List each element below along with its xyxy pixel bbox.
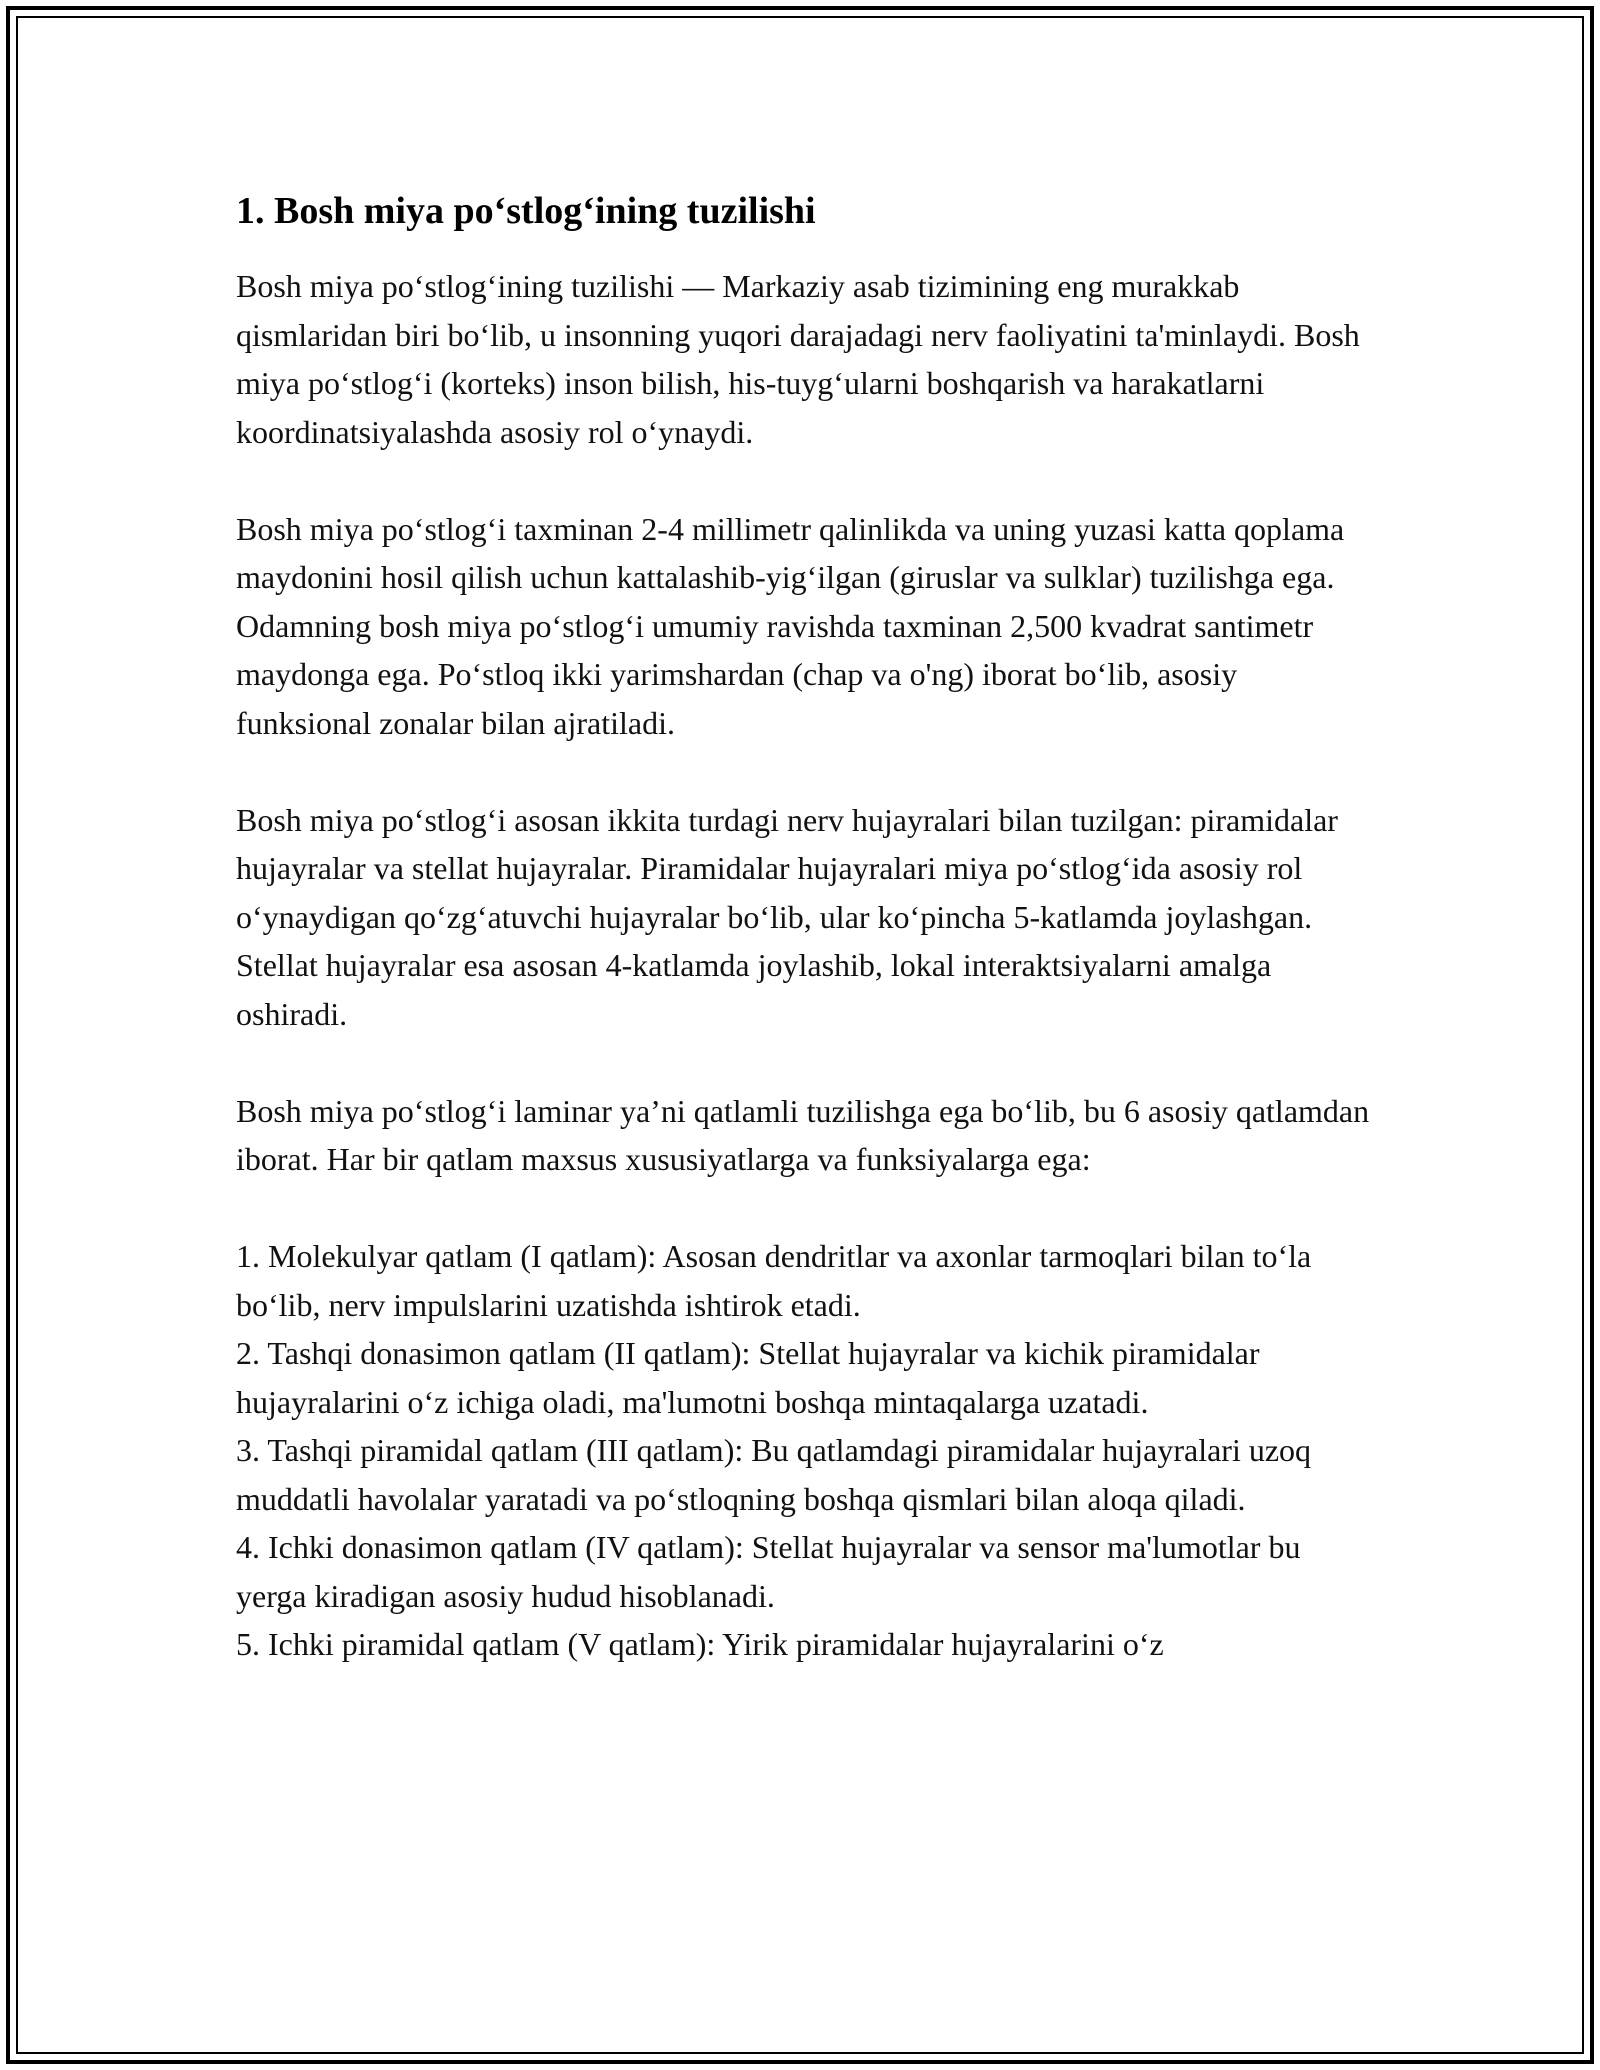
list-item: 2. Tashqi donasimon qatlam (II qatlam): Stellat hujayralar va kichik piramidalar hujayralarini o‘z ichiga oladi, ma'lumotni boshqa mintaqalarga uzatadi.: [236, 1335, 1260, 1420]
list-item: 1. Molekulyar qatlam (I qatlam): Asosan dendritlar va axonlar tarmoqlari bilan to‘la bo‘lib, nerv impulslarini uzatishda ishtirok etadi.: [236, 1238, 1312, 1323]
list-item: 4. Ichki donasimon qatlam (IV qatlam): Stellat hujayralar va sensor ma'lumotlar bu yerga kiradigan asosiy hudud hisoblanadi.: [236, 1529, 1301, 1614]
paragraph-cell-types: Bosh miya po‘stlog‘i asosan ikkita turdagi nerv hujayralari bilan tuzilgan: piramidalar hujayralar va stellat hujayralar. Piramidalar hujayralari miya po‘stlog‘ida asosiy rol o‘ynaydigan qo‘zg‘atuvchi hujayralar bo‘lib, ular ko‘pincha 5-katlamda joylashgan. Stellat hujayralar esa asosan 4-katlamda joylashib, lokal interaktsiyalarni amalga oshiradi.: [236, 801, 1338, 1032]
paragraph-intro: Bosh miya po‘stlog‘ining tuzilishi — Markaziy asab tizimining eng murakkab qismlaridan biri bo‘lib, u insonning yuqori darajadagi nerv faoliyatini ta'minlaydi. Bosh miya po‘stlog‘i (korteks) inson bilish, his-tuyg‘ularni boshqarish va harakatlarni koordinatsiyalashda asosiy rol o‘ynaydi.: [236, 268, 1360, 450]
list-item: 5. Ichki piramidal qatlam (V qatlam): Yirik piramidalar hujayralarini o‘z: [236, 1626, 1164, 1662]
list-item: 3. Tashqi piramidal qatlam (III qatlam): Bu qatlamdagi piramidalar hujayralari uzoq muddatli havolalar yaratadi va po‘stloqning boshqa qismlari bilan aloqa qiladi.: [236, 1432, 1312, 1517]
paragraph-layers-intro: Bosh miya po‘stlog‘i laminar ya’ni qatlamli tuzilishga ega bo‘lib, bu 6 asosiy qatlamdan iborat. Har bir qatlam maxsus xususiyatlarga va funksiyalarga ega:: [236, 1092, 1370, 1177]
document-body: [236, 186, 1376, 1669]
layer-list: [236, 1232, 1376, 1669]
paragraph-thickness: Bosh miya po‘stlog‘i taxminan 2-4 millimetr qalinlikda va uning yuzasi katta qoplama maydonini hosil qilish uchun kattalashib-yig‘ilgan (giruslar va sulklar) tuzilishga ega. Odamning bosh miya po‘stlog‘i umumiy ravishda taxminan 2,500 kvadrat santimetr maydonga ega. Po‘stloq ikki yarimshardan (chap va o'ng) iborat bo‘lib, asosiy funksional zonalar bilan ajratiladi.: [236, 510, 1345, 741]
section-heading: 1. Bosh miya po‘stlog‘ining tuzilishi: [236, 190, 816, 232]
